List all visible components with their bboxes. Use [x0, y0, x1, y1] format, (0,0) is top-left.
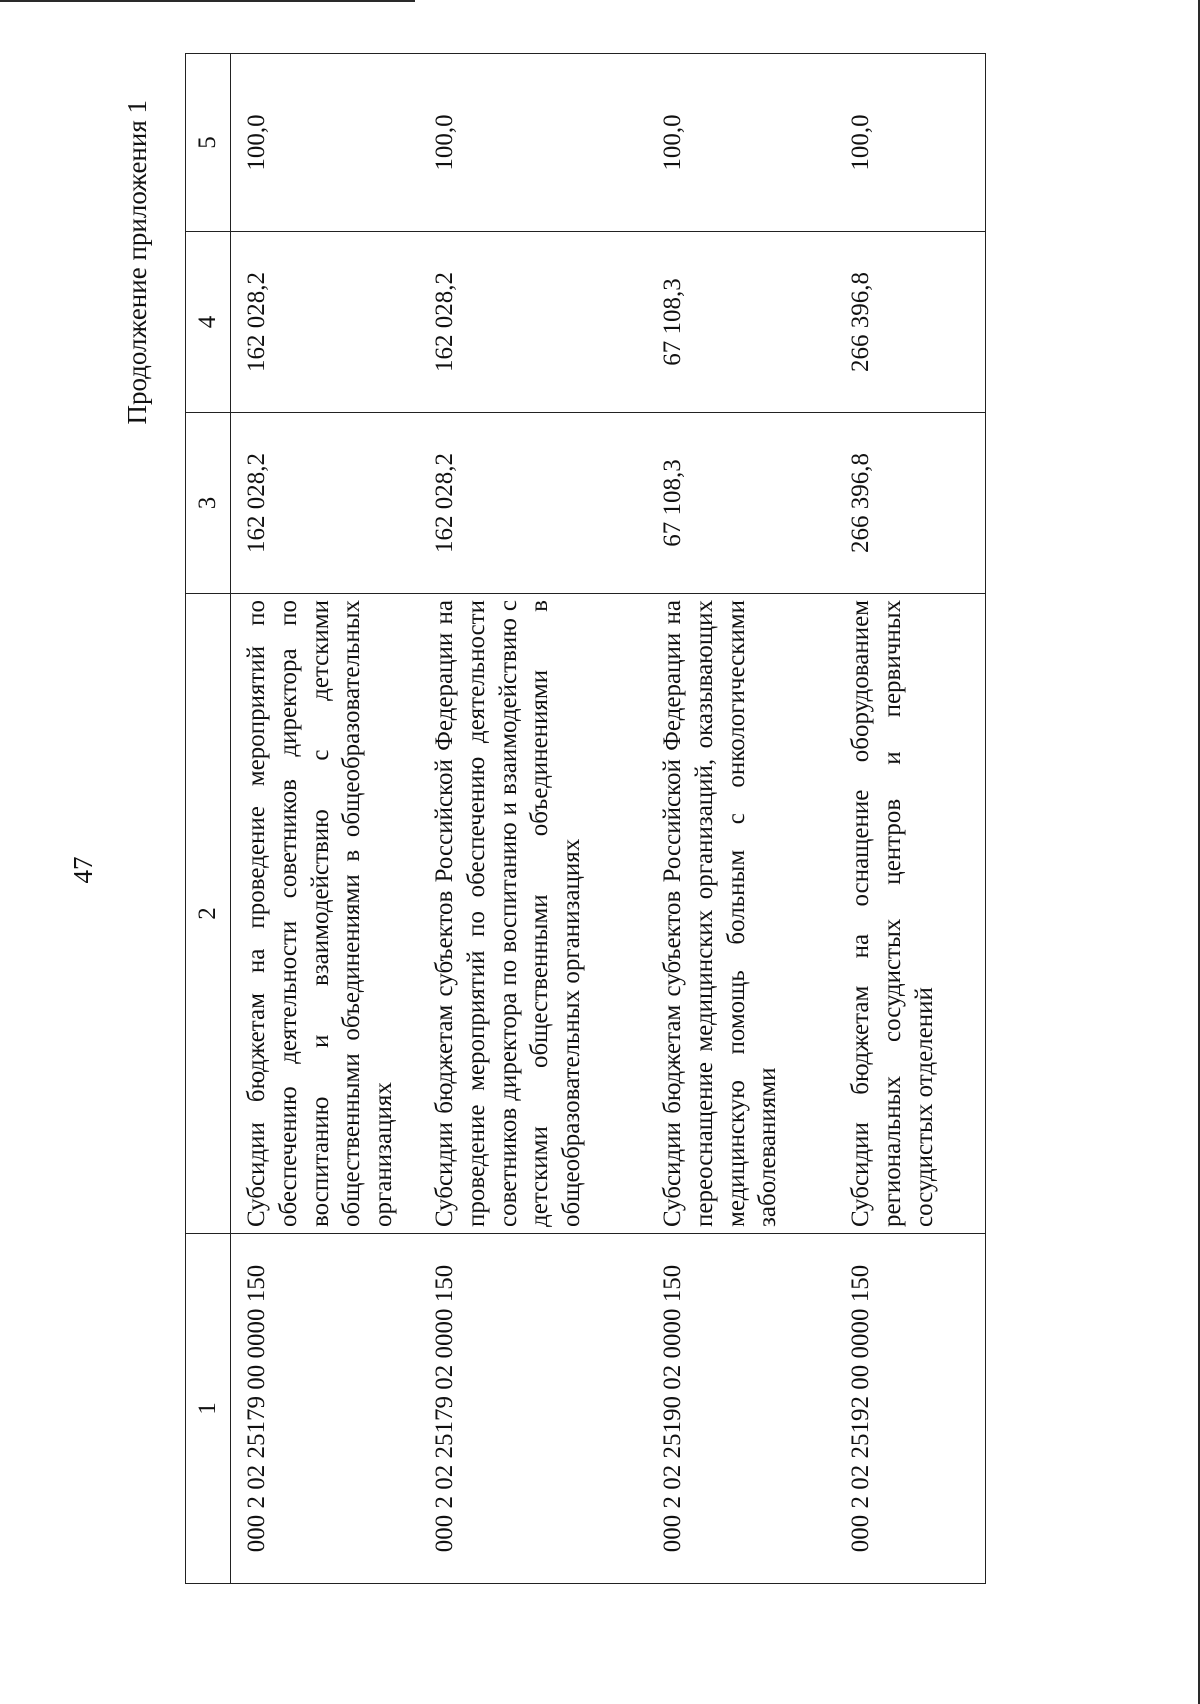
row-col5-value: 100,0: [419, 54, 647, 232]
row-col3-value: 162 028,2: [419, 413, 647, 594]
row-description: Субсидии бюджетам на оснащение оборудованием региональных сосудистых центров и первичных сосудистых отделений: [835, 594, 986, 1234]
header-row: [186, 54, 231, 1584]
header-col-5: 5: [186, 54, 231, 232]
header-col-3: 3: [186, 413, 231, 594]
row-col5-value: 100,0: [231, 54, 420, 232]
row-col3-value: 162 028,2: [231, 413, 420, 594]
row-col5-value: 100,0: [835, 54, 986, 232]
page-number: 47: [68, 856, 98, 884]
table-row: [419, 54, 647, 1584]
row-code: 000 2 02 25190 02 0000 150: [647, 1234, 835, 1584]
header-col-1: 1: [186, 1234, 231, 1584]
appendix-table: [185, 53, 986, 1584]
continuation-label: Продолжение приложения 1: [122, 100, 152, 425]
row-description: Субсидии бюджетам субъектов Российской Федерации на переоснащение медицинских организаций, оказывающих медицинскую помощь больным с онкологическими заболеваниями: [647, 594, 835, 1234]
header-col-2: 2: [186, 594, 231, 1234]
row-col3-value: 67 108,3: [647, 413, 835, 594]
row-code: 000 2 02 25179 02 0000 150: [419, 1234, 647, 1584]
table-row: [231, 54, 420, 1584]
row-code: 000 2 02 25179 00 0000 150: [231, 1234, 420, 1584]
row-col4-value: 266 396,8: [835, 232, 986, 413]
row-col3-value: 266 396,8: [835, 413, 986, 594]
row-description: Субсидии бюджетам субъектов Российской Федерации на проведение мероприятий по обеспечению деятельности советников директора по воспитанию и взаимодействию с детскими общественными объединениями в общеобразовательных организациях: [419, 594, 647, 1234]
header-col-4: 4: [186, 232, 231, 413]
row-col4-value: 162 028,2: [419, 232, 647, 413]
row-col4-value: 162 028,2: [231, 232, 420, 413]
table-row: [647, 54, 835, 1584]
table-row: [835, 54, 986, 1584]
row-col5-value: 100,0: [647, 54, 835, 232]
row-code: 000 2 02 25192 00 0000 150: [835, 1234, 986, 1584]
row-col4-value: 67 108,3: [647, 232, 835, 413]
row-description: Субсидии бюджетам на проведение мероприятий по обеспечению деятельности советников директора по воспитанию и взаимодействию с детскими общественными объединениями в общеобразовательных организациях: [231, 594, 420, 1234]
